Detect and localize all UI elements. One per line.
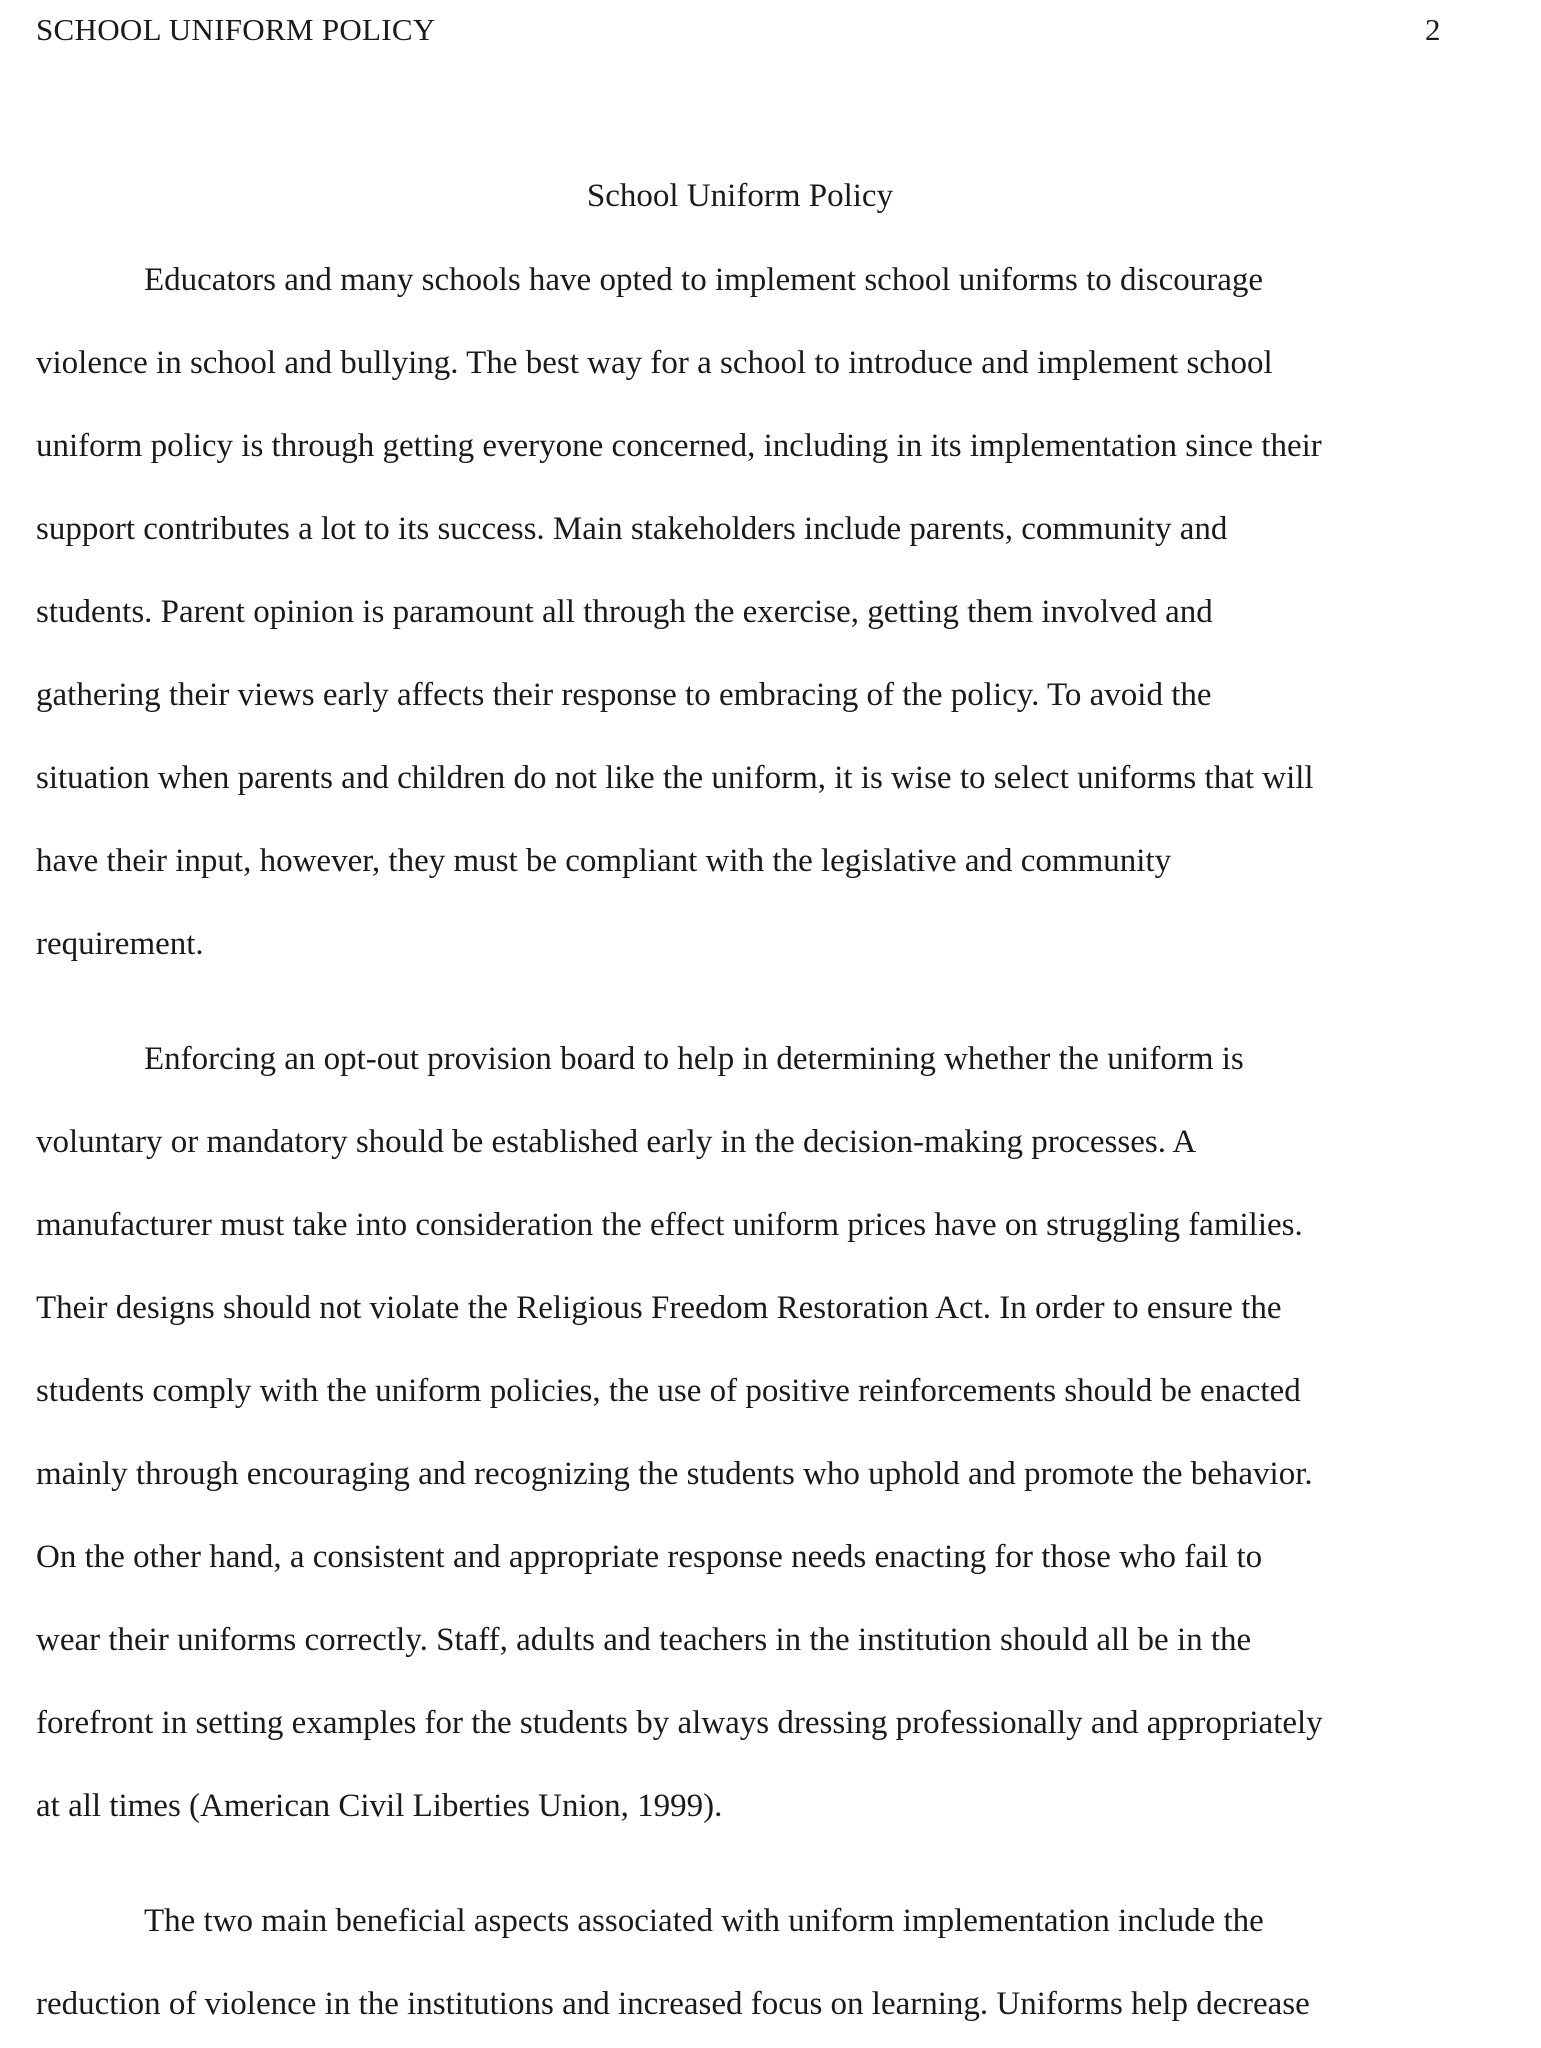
paragraph-line: uniform policy is through getting everyone concerned, including in its implementation since their xyxy=(36,428,1322,464)
paragraph-line: voluntary or mandatory should be established early in the decision-making processes. A xyxy=(36,1124,1197,1160)
paragraph-line: manufacturer must take into consideration the effect uniform prices have on struggling families. xyxy=(36,1207,1303,1243)
paragraph-line: The two main beneficial aspects associated with uniform implementation include the xyxy=(144,1903,1264,1939)
running-head: SCHOOL UNIFORM POLICY xyxy=(36,12,436,47)
paragraph-line: Enforcing an opt-out provision board to help in determining whether the uniform is xyxy=(144,1041,1244,1077)
paragraph-line: gathering their views early affects their response to embracing of the policy. To avoid the xyxy=(36,677,1212,713)
paragraph-line: On the other hand, a consistent and appropriate response needs enacting for those who fail to xyxy=(36,1539,1263,1575)
paragraph-line: mainly through encouraging and recognizing the students who uphold and promote the behavior. xyxy=(36,1456,1313,1492)
paragraph-line: support contributes a lot to its success. Main stakeholders include parents, community and xyxy=(36,511,1228,547)
paragraph-line: Their designs should not violate the Religious Freedom Restoration Act. In order to ensure the xyxy=(36,1290,1282,1326)
paragraph-line: forefront in setting examples for the students by always dressing professionally and appropriately xyxy=(36,1705,1323,1741)
paragraph-line: requirement. xyxy=(36,926,204,962)
paragraph-line: students. Parent opinion is paramount all through the exercise, getting them involved and xyxy=(36,594,1213,630)
paragraph-line: violence in school and bullying. The best way for a school to introduce and implement school xyxy=(36,345,1273,381)
paragraph-line: Educators and many schools have opted to implement school uniforms to discourage xyxy=(144,262,1264,298)
paragraph-line: wear their uniforms correctly. Staff, adults and teachers in the institution should all be in the xyxy=(36,1622,1252,1658)
paragraph-line: have their input, however, they must be compliant with the legislative and community xyxy=(36,843,1172,879)
paragraph-line: students comply with the uniform policies, the use of positive reinforcements should be enacted xyxy=(36,1373,1301,1409)
document-title: School Uniform Policy xyxy=(586,178,894,214)
paragraph-line: at all times (American Civil Liberties Union, 1999). xyxy=(36,1788,723,1824)
page-number: 2 xyxy=(1425,12,1441,47)
paragraph-line: reduction of violence in the institutions and increased focus on learning. Uniforms help decrease xyxy=(36,1986,1310,2022)
paragraph-line: situation when parents and children do not like the uniform, it is wise to select uniforms that will xyxy=(36,760,1314,796)
